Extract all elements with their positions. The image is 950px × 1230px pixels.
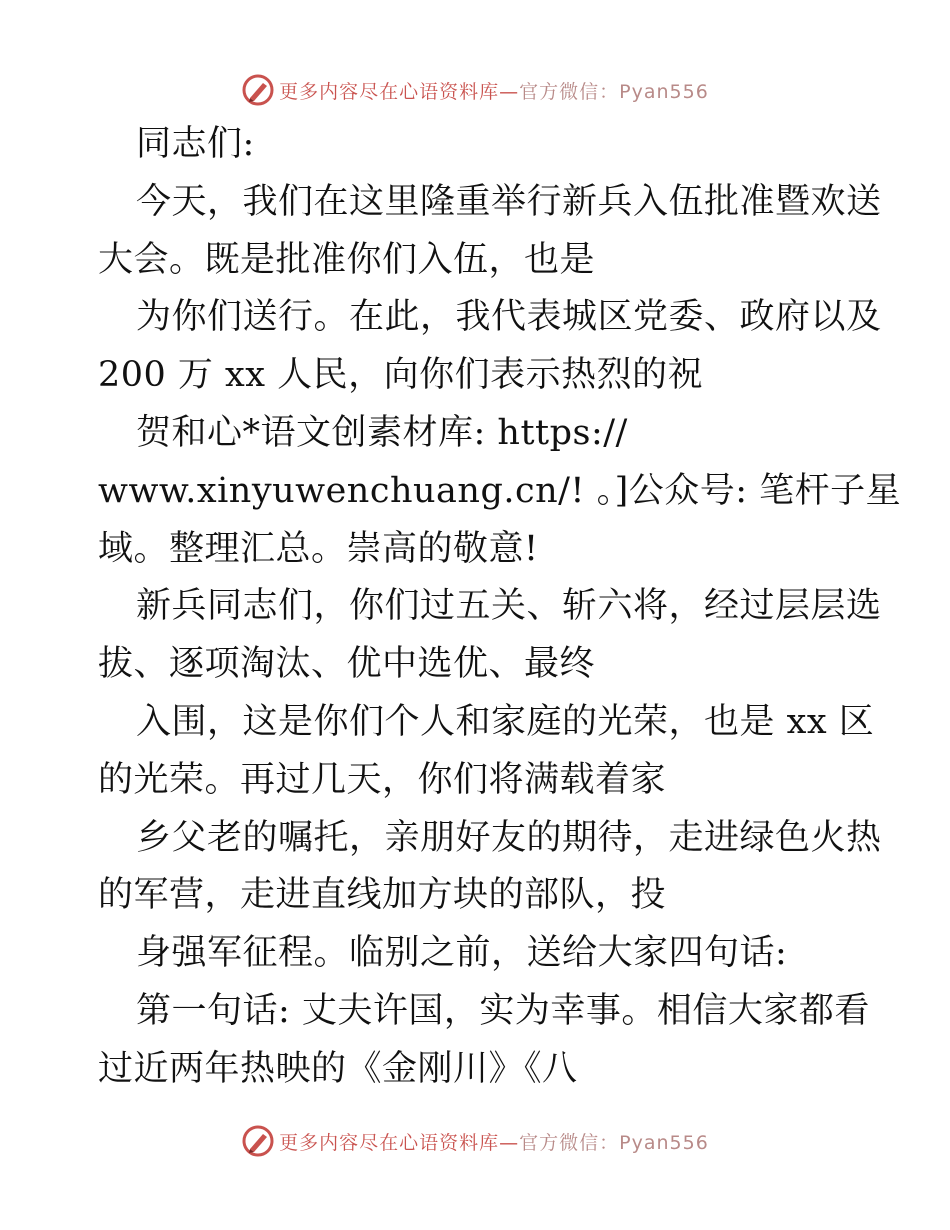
text-line: 大会。既是批准你们入伍，也是 (98, 239, 596, 280)
banner-text: 更多内容尽在心语资料库— (279, 80, 520, 103)
footer-banner (0, 1121, 950, 1161)
text-line: 第一句话: 丈夫许国，实为幸事。相信大家都看 (136, 990, 870, 1031)
text-line: 的军营，走进直线加方块的部队，投 (98, 875, 667, 916)
text-line: www.xinyuwenchuang.cn/! 。]公众号: 笔杆子星 (98, 470, 902, 511)
text-line: 为你们送行。在此，我代表城区党委、政府以及 (136, 297, 882, 338)
pen-logo-icon (241, 1124, 275, 1158)
pen-logo-icon (241, 73, 275, 107)
text-line: 入围，这是你们个人和家庭的光荣，也是 xx 区 (136, 701, 875, 742)
header-banner (0, 70, 950, 110)
text-line: 拔、逐项淘汰、优中选优、最终 (98, 644, 596, 685)
text-line: 同志们: (136, 124, 255, 164)
text-line: 域。整理汇总。崇高的敬意! (98, 528, 539, 569)
text-line: 贺和心*语文创素材库: https:// (136, 412, 628, 453)
text-line: 乡父老的嘱托，亲朋好友的期待，走进绿色火热 (136, 817, 882, 858)
document-body (98, 116, 902, 1099)
text-line: 身强军征程。临别之前，送给大家四句话: (136, 933, 788, 974)
text-line: 200 万 xx 人民，向你们表示热烈的祝 (98, 355, 704, 396)
banner-wechat: 官方微信：Pyan556 (519, 1131, 709, 1154)
text-line: 过近两年热映的《金刚川》《八 (98, 1048, 578, 1089)
banner-wechat: 官方微信：Pyan556 (519, 80, 709, 103)
text-line: 新兵同志们，你们过五关、斩六将，经过层层选 (136, 586, 882, 627)
banner-text: 更多内容尽在心语资料库— (279, 1131, 520, 1154)
text-line: 的光荣。再过几天，你们将满载着家 (98, 759, 667, 800)
text-line: 今天，我们在这里隆重举行新兵入伍批准暨欢送 (136, 181, 882, 222)
